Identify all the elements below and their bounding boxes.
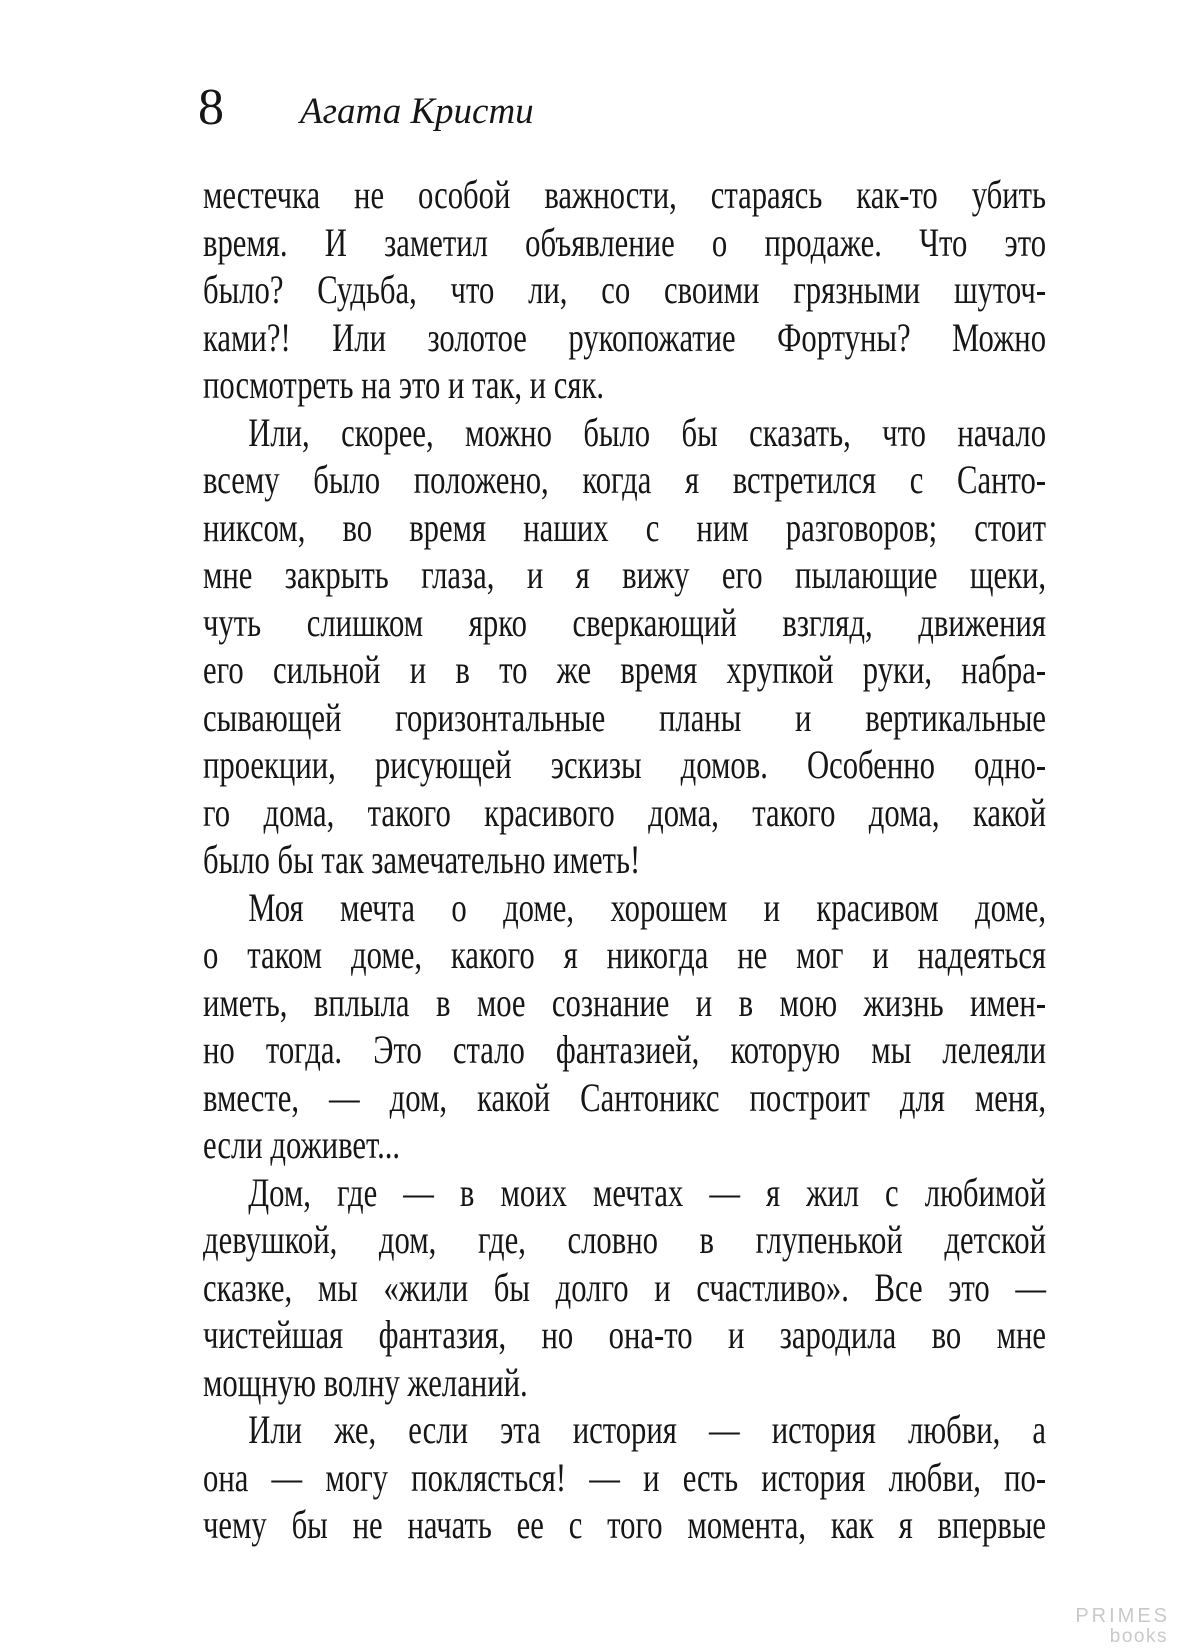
- text-line: но тогда. Это стало фантазией, которую мы лелеяли: [203, 1027, 1047, 1072]
- text-line: проекции, рисующей эскизы домов. Особенно одно-: [203, 742, 1047, 787]
- text-line: никсом, во время наших с ним разговоров; стоит: [203, 504, 1047, 550]
- text-line: иметь, вплыла в мое сознание и в мою жизнь имен-: [203, 979, 1047, 1025]
- running-head-author: Агата Кристи: [300, 91, 534, 132]
- text-line: девушкой, дом, где, словно в глупенькой детской: [203, 1217, 1047, 1262]
- text-line: она — могу поклясться! — и есть история любви, по-: [203, 1454, 1047, 1500]
- watermark-books-label: books: [1109, 1626, 1168, 1647]
- text-line: было? Судьба, что ли, со своими грязными шуточ-: [203, 267, 1047, 312]
- publisher-watermark: [1075, 1606, 1170, 1646]
- text-line: если доживет...: [203, 1122, 401, 1167]
- text-line: Моя мечта о доме, хорошем и красивом доме,: [248, 884, 1047, 930]
- text-line: Или же, если эта история — история любви, а: [248, 1407, 1047, 1452]
- page-number: 8: [198, 79, 224, 136]
- text-line: вместе, — дом, какой Сантоникс построит для меня,: [203, 1074, 1047, 1120]
- text-line: мне закрыть глаза, и я вижу его пылающие щеки,: [203, 552, 1047, 597]
- text-line: ками?! Или золотое рукопожатие Фортуны? Можно: [203, 314, 1047, 360]
- text-line: о таком доме, какого я никогда не мог и надеяться: [203, 932, 1047, 977]
- watermark-primes-label: PRIMES: [1075, 1605, 1170, 1627]
- text-line: чистейшая фантазия, но она-то и зародила во мне: [203, 1312, 1047, 1357]
- text-line: чему бы не начать ее с того момента, как я впервые: [203, 1502, 1047, 1547]
- text-line: чуть слишком ярко сверкающий взгляд, движения: [203, 599, 1047, 645]
- text-line: сывающей горизонтальные планы и вертикальные: [203, 694, 1047, 740]
- text-line: го дома, такого красивого дома, такого дома, какой: [203, 789, 1047, 835]
- text-line: Дом, где — в моих мечтах — я жил с любимой: [248, 1169, 1047, 1215]
- text-line: посмотреть на это и так, и сяк.: [203, 362, 605, 407]
- text-line: мощную волну желаний.: [203, 1359, 528, 1405]
- text-line: его сильной и в то же время хрупкой руки, набра-: [203, 647, 1047, 692]
- page-text: [203, 171, 1046, 1549]
- text-line: сказке, мы «жили бы долго и счастливо». Все это —: [203, 1264, 1047, 1310]
- text-line: время. И заметил объявление о продаже. Что это: [203, 219, 1047, 265]
- text-line: местечка не особой важности, стараясь как-то убить: [203, 172, 1047, 217]
- text-line: всему было положено, когда я встретился с Санто-: [203, 457, 1047, 502]
- text-line: было бы так замечательно иметь!: [203, 837, 641, 882]
- text-line: Или, скорее, можно было бы сказать, что начало: [248, 409, 1047, 455]
